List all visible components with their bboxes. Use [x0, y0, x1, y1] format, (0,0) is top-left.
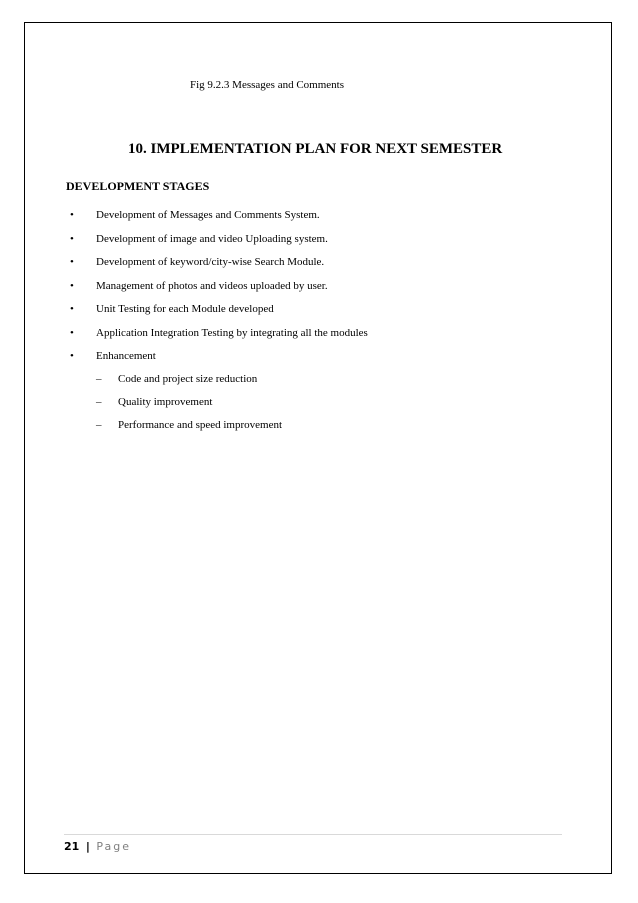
page-footer — [64, 840, 131, 853]
list-item — [66, 254, 368, 278]
sub-list-item — [96, 417, 282, 440]
dash-icon: – — [96, 419, 102, 431]
bullet-icon: • — [70, 232, 74, 245]
development-stages-list — [66, 207, 368, 372]
figure-caption: Fig 9.2.3 Messages and Comments — [190, 79, 344, 91]
sub-list-item — [96, 371, 282, 394]
list-item — [66, 325, 368, 349]
enhancement-sub-list — [96, 371, 282, 440]
footer-separator: | — [85, 840, 90, 853]
bullet-icon: • — [70, 279, 74, 292]
list-item-text: Application Integration Testing by integrating all the modules — [96, 326, 368, 339]
list-item — [66, 231, 368, 255]
page-label: Page — [96, 840, 131, 853]
list-item-text: Management of photos and videos uploaded by user. — [96, 279, 328, 292]
list-item-text: Development of image and video Uploading system. — [96, 232, 328, 245]
list-item — [66, 301, 368, 325]
bullet-icon: • — [70, 209, 74, 221]
bullet-icon: • — [70, 256, 74, 268]
list-item-text: Unit Testing for each Module developed — [96, 303, 274, 315]
dash-icon: – — [96, 396, 102, 408]
sub-list-item-text: Code and project size reduction — [118, 373, 258, 385]
bullet-icon: • — [70, 350, 74, 362]
list-item-text: Enhancement — [96, 350, 156, 362]
footer-divider — [64, 834, 562, 835]
list-item — [66, 348, 368, 372]
subheading-development-stages: DEVELOPMENT STAGES — [66, 179, 210, 193]
list-item — [66, 278, 368, 302]
list-item-text: Development of keyword/city-wise Search Module. — [96, 256, 325, 268]
bullet-icon: • — [70, 326, 74, 339]
dash-icon: – — [96, 373, 102, 385]
bullet-icon: • — [70, 303, 74, 315]
sub-list-item-text: Performance and speed improvement — [118, 419, 283, 431]
list-item — [66, 207, 368, 231]
section-heading: 10. IMPLEMENTATION PLAN FOR NEXT SEMESTER — [128, 141, 503, 157]
list-item-text: Development of Messages and Comments System. — [96, 209, 320, 221]
sub-list-item-text: Quality improvement — [118, 396, 213, 408]
sub-list-item — [96, 394, 282, 417]
page-number: 21 — [64, 840, 80, 853]
